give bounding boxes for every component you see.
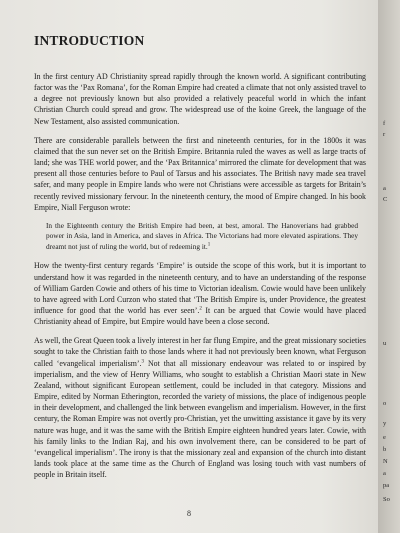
adjacent-fragment: pa: [383, 482, 390, 489]
footnote-ref-3: 3: [141, 359, 145, 364]
adjacent-fragment: b: [383, 446, 387, 453]
paragraph-3-text: How the twenty-first century regards ‘Empire’ is outside the scope of this work, but it is important to understand how it was regarded in the nineteenth century, and to have an understanding of the response of William Garden Cowie and others of his time to Victorian idealism. Cowie would have been unlikely to have agreed with Lord Curzon who stated that ‘The British Empire is, under Providence, the greatest influence for good that the world has ever seen’.: [34, 261, 366, 315]
paragraph-4: [34, 335, 366, 480]
adjacent-fragment: r: [383, 131, 386, 138]
adjacent-fragment: a: [383, 470, 386, 477]
chapter-heading: INTRODUCTION: [34, 33, 145, 48]
paragraph-2: There are considerable parallels between the first and nineteenth centuries, for in the 1800s it was claimed that the sun never set on the British Empire. Britannia ruled the waves as well as large tracts of land; she was THE world power, and the ‘Pax Britannica’ mirrored the climate for development that was present all those centuries before to Paul of Tarsus and his associates. The British navy made sea travel safer, and many people in Empire lands who were not Christians were accessible as targets for Britain’s recently revived missionary fervour. In the nineteenth century, the mood of Empire changed. In his book Empire, Niall Ferguson wrote:: [34, 135, 366, 212]
paragraph-4-tail: Not that all missionary endeavour was related to or inspired by imperialism, and the view of Henry Williams, who sought to establish a Christian Maori state in New Zealand, without significant European settlement, could be included in that category. Missions and Empire, edited by Norman Etherington, recorded the variety of missions, the place of indigenous people in their development, and challenged the link between evangelism and imperialism. However, in the first century, the Roman Empire was not overtly pro-Christian, yet the unwitting assistance it gave by its very nature was huge, and it was the same with the British Empire eighteen hundred years later. Cowie, with his family links to the Indian Raj, and his own involvement there, can be considered to be part of ‘evangelical imperialism’. The irony is that the missionary zeal and expansion of the church into distant lands took place at the same time as the Church of England was losing touch with vast numbers of people in Britain itself.: [34, 358, 366, 480]
paragraph-3: [34, 260, 366, 327]
adjacent-fragment: e: [383, 434, 386, 441]
adjacent-fragment: N: [383, 458, 388, 465]
adjacent-fragment: u: [383, 340, 387, 347]
adjacent-page-edge: [378, 0, 400, 533]
footnote-ref-1: 1: [207, 242, 211, 248]
page-number: 8: [187, 509, 191, 518]
footnote-ref-2: 2: [199, 306, 202, 312]
adjacent-fragment: f: [383, 120, 386, 127]
adjacent-fragment: y: [383, 420, 387, 427]
quote-text: In the Eighteenth century the British Empire had been, at best, amoral. The Hanoverians had grabbed power in Asia, land in America, and slaves in Africa. The Victorians had more elevated aspirations. They dreamt not just of ruling the world, but of redeeming it.: [46, 220, 358, 251]
adjacent-fragment: a: [383, 185, 386, 192]
block-quote: [46, 221, 358, 253]
body-text: [34, 71, 366, 488]
adjacent-fragment: C: [383, 196, 388, 203]
paragraph-1: In the first century AD Christianity spread rapidly through the known world. A significant contributing factor was the ‘Pax Romana’, for the Roman Empire had created a climate that not only assisted travel to a degree not previously known but also provided a relatively peaceful world in which the infant Christian Church could spread and grow. The widespread use of the koine Greek, the language of the New Testament, also assisted communication.: [34, 72, 366, 126]
paragraph-4-text: As well, the Great Queen took a lively interest in her far flung Empire, and the great missionary societies sought to take the Christian faith to those lands where it had not previously been known, what Ferguson called ‘evangelical imperialism’.: [34, 336, 366, 368]
adjacent-fragment: So: [383, 496, 390, 503]
adjacent-fragment: o: [383, 400, 387, 407]
paragraph-3-tail: It can be argued that Cowie would have placed Christianity ahead of Empire, but Empire would have been a close second.: [34, 306, 366, 327]
